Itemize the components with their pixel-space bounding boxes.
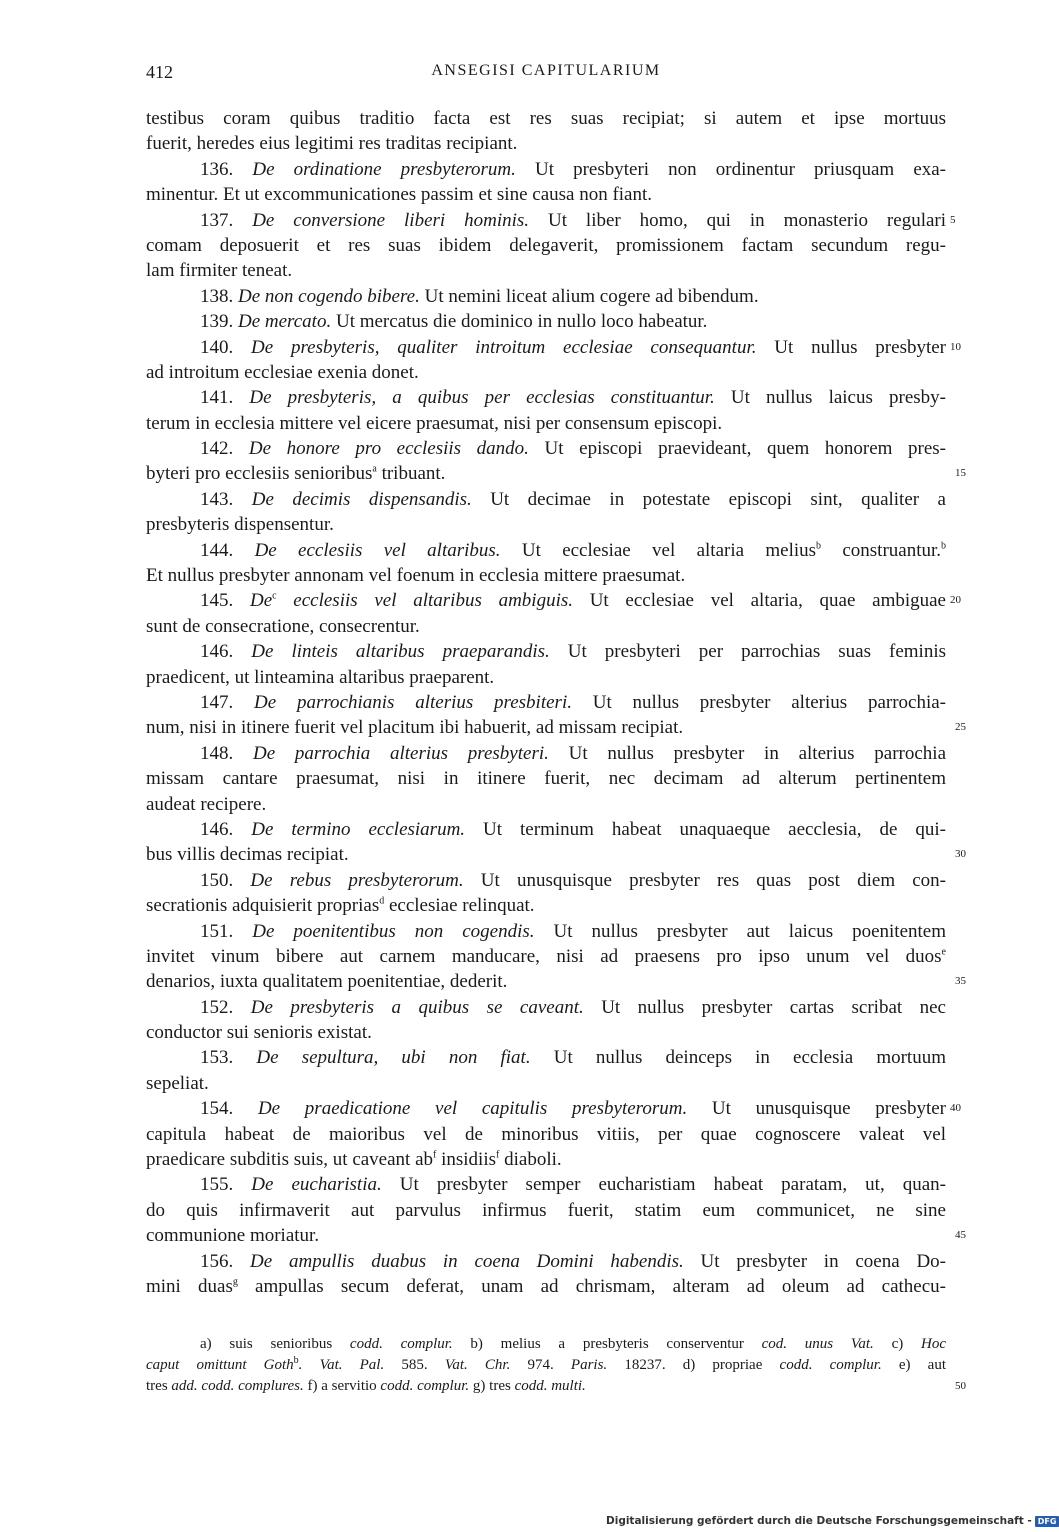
text-segment: 139. — [200, 311, 238, 333]
footnote-marker: g — [232, 1276, 238, 1288]
text-segment: 143. — [200, 488, 252, 510]
text-segment: mini duas — [146, 1275, 233, 1297]
text-segment: 156. — [200, 1250, 251, 1272]
text-segment: 142. — [200, 438, 249, 460]
text-line — [146, 335, 961, 360]
text-line — [146, 690, 946, 715]
line-number: 15 — [955, 467, 966, 480]
footnote-marker: b — [293, 1355, 299, 1366]
text-line — [146, 766, 946, 791]
text-segment: capitula habeat de maioribus vel de minoribus vitiis, per quae cognoscere valeat vel — [146, 1123, 946, 1145]
text-segment: Ut ecclesiae vel altaria melius — [500, 539, 817, 561]
text-line — [146, 1020, 946, 1045]
text-line — [146, 944, 946, 969]
footnote-marker: b — [941, 540, 947, 552]
text-segment: Ut unusquisque presbyter — [687, 1098, 946, 1120]
rubric-text: codd. complur. — [779, 1357, 882, 1373]
text-segment: 146. — [200, 641, 252, 663]
running-title: ANSEGISI CAPITULARIUM — [431, 62, 661, 79]
text-segment: praedicent, ut linteamina altaribus praeparent. — [146, 666, 495, 688]
text-line — [146, 512, 946, 537]
text-segment: Ut nullus presbyter — [756, 336, 947, 358]
text-line — [146, 1045, 946, 1070]
line-number: 45 — [955, 1229, 966, 1242]
rubric-text: . Vat. Pal. — [298, 1357, 385, 1373]
footnote-marker: b — [816, 540, 822, 552]
text-segment: 146. — [200, 818, 252, 840]
line-number: 10 — [950, 340, 961, 353]
text-line — [146, 1274, 946, 1299]
text-line — [146, 563, 946, 588]
text-segment: ad introitum ecclesiae exenia donet. — [146, 361, 419, 383]
text-line — [146, 1147, 946, 1172]
text-segment: b) melius a presbyteris conserventur — [452, 1336, 762, 1352]
rubric-text: De presbyteris a quibus se caveant. — [250, 996, 584, 1018]
main-text — [146, 106, 966, 1299]
text-line — [146, 995, 946, 1020]
text-segment: 144. — [200, 539, 255, 561]
text-segment: 154. — [200, 1098, 258, 1120]
text-segment: Ut nullus deinceps in ecclesia mortuum — [530, 1047, 946, 1069]
rubric-text: De non cogendo bibere. — [238, 285, 420, 307]
page-header — [146, 62, 946, 88]
text-line — [146, 1198, 946, 1223]
text-segment: g) tres — [469, 1378, 515, 1394]
text-segment: Ut terminum habeat unaquaeque aecclesia, de qui- — [465, 818, 947, 840]
text-segment: Ut presbyteri non ordinentur priusquam exa- — [515, 158, 947, 180]
text-line — [146, 639, 946, 664]
text-line — [146, 436, 946, 461]
page-number: 412 — [146, 62, 173, 82]
text-segment: communione moriatur. — [146, 1225, 320, 1247]
line-number: 25 — [955, 721, 966, 734]
footnote-marker: f — [433, 1149, 437, 1161]
text-segment: audeat recipere. — [146, 793, 267, 815]
rubric-text: De mercato. — [238, 311, 332, 333]
text-segment: 140. — [200, 336, 252, 358]
text-segment: Ut decimae in potestate episcopi sint, qualiter a — [471, 488, 946, 510]
text-line — [146, 842, 966, 867]
line-number: 30 — [955, 848, 966, 861]
line-number: 40 — [950, 1102, 961, 1115]
text-segment: Ut nullus laicus presby- — [714, 387, 946, 409]
footnote-line — [146, 1355, 946, 1376]
text-line — [146, 233, 946, 258]
text-line — [146, 461, 966, 486]
text-line — [146, 792, 946, 817]
rubric-text: caput omittunt Goth — [146, 1357, 294, 1373]
text-segment: c) — [873, 1336, 921, 1352]
rubric-text: De sepultura, ubi non fiat. — [256, 1047, 531, 1069]
text-line — [146, 360, 946, 385]
rubric-text: De parrochianis alterius presbiteri. — [254, 691, 572, 713]
text-segment: 145. — [200, 590, 250, 612]
text-segment: byteri pro ecclesiis senioribus — [146, 463, 373, 485]
text-line — [146, 665, 946, 690]
text-segment: Ut nullus presbyter alterius parrochia- — [571, 691, 947, 713]
digitization-credit — [606, 1515, 1059, 1527]
text-segment: 148. — [200, 742, 254, 764]
text-line — [146, 614, 946, 639]
text-segment: denarios, iuxta qualitatem poenitentiae, dederit. — [146, 971, 508, 993]
text-segment: 585. — [384, 1357, 445, 1373]
line-number: 35 — [955, 975, 966, 988]
text-segment: 153. — [200, 1047, 257, 1069]
text-line — [146, 1249, 946, 1274]
text-segment: minentur. Et ut excommunicationes passim et sine causa non fiant. — [146, 184, 653, 206]
text-line — [146, 208, 956, 233]
rubric-text: Vat. Chr. — [444, 1357, 511, 1373]
line-number: 5 — [950, 213, 956, 226]
rubric-text: De ordinatione presbyterorum. — [252, 158, 516, 180]
rubric-text: add. codd. complures. — [171, 1378, 304, 1394]
text-line — [146, 385, 946, 410]
rubric-text: De decimis dispensandis. — [251, 488, 472, 510]
footnote-line — [146, 1376, 966, 1397]
text-segment: 155. — [200, 1174, 252, 1196]
text-segment: fuerit, heredes eius legitimi res traditas recipiant. — [146, 133, 518, 155]
text-segment: num, nisi in itinere fuerit vel placitum ibi habuerit, ad missam recipiat. — [146, 717, 684, 739]
text-segment: bus villis decimas recipiat. — [146, 844, 349, 866]
text-line — [146, 309, 946, 334]
rubric-text: De eucharistia. — [251, 1174, 382, 1196]
text-line — [146, 715, 966, 740]
text-segment: presbyteris dispensentur. — [146, 514, 334, 536]
text-line — [146, 157, 946, 182]
rubric-text: De praedicatione vel capitulis presbyterorum. — [257, 1098, 688, 1120]
text-line — [146, 817, 946, 842]
text-segment: tres — [146, 1378, 172, 1394]
text-segment: e) aut — [881, 1357, 947, 1373]
text-segment: tribuant. — [376, 463, 446, 485]
text-line — [146, 258, 946, 283]
rubric-text: De conversione liberi hominis. — [252, 209, 530, 231]
rubric-text: codd. multi. — [514, 1378, 586, 1394]
text-segment: Ut mercatus die dominico in nullo loco habeatur. — [331, 311, 708, 333]
text-line — [146, 131, 946, 156]
text-segment: Et nullus presbyter annonam vel foenum in ecclesia mittere praesumat. — [146, 565, 686, 587]
text-segment: ecclesiae relinquat. — [384, 895, 535, 917]
credit-text: Digitalisierung gefördert durch die Deutsche Forschungsgemeinschaft - — [606, 1515, 1032, 1527]
rubric-text: ecclesiis vel altaribus ambiguis. — [276, 590, 573, 612]
text-line — [146, 538, 946, 563]
text-line — [146, 284, 946, 309]
rubric-text: Hoc — [920, 1336, 946, 1352]
text-segment: sepeliat. — [146, 1072, 209, 1094]
text-line — [146, 969, 966, 994]
rubric-text: De poenitentibus non cogendis. — [252, 920, 535, 942]
text-line — [146, 411, 946, 436]
rubric-text: De termino ecclesiarum. — [251, 818, 466, 840]
dfg-logo: DFG — [1035, 1516, 1059, 1527]
text-segment: 147. — [200, 691, 255, 713]
footnote-marker: d — [379, 895, 385, 907]
rubric-text: De honore pro ecclesiis dando. — [248, 438, 529, 460]
text-segment: Ut liber homo, qui in monasterio regulari — [529, 209, 947, 231]
text-line — [146, 919, 946, 944]
text-line — [146, 1172, 946, 1197]
text-line — [146, 1122, 946, 1147]
rubric-text: De presbyteris, a quibus per ecclesias constituantur. — [249, 387, 715, 409]
text-segment: testibus coram quibus traditio facta est res suas recipiat; si autem et ipse mortuus — [146, 108, 946, 129]
rubric-text: De — [249, 590, 273, 612]
text-segment: Ut presbyter semper eucharistiam habeat paratam, ut, quan- — [381, 1174, 946, 1196]
text-segment: Ut episcopi praevideant, quem honorem pres- — [528, 438, 947, 460]
text-line — [146, 893, 946, 918]
footnote-marker: e — [941, 946, 946, 958]
text-segment: Ut presbyter in coena Do- — [683, 1250, 947, 1272]
text-segment: Ut nullus presbyter cartas scribat nec — [583, 996, 946, 1018]
line-number: 50 — [955, 1380, 966, 1392]
text-line — [146, 588, 961, 613]
text-segment: f) a servitio — [303, 1378, 381, 1394]
text-segment: 152. — [200, 996, 251, 1018]
rubric-text: De ecclesiis vel altaribus. — [254, 539, 501, 561]
footnote-line — [146, 1334, 946, 1355]
text-segment: secrationis adquisierit proprias — [146, 895, 380, 917]
footnote-marker: f — [496, 1149, 500, 1161]
text-segment: 18237. d) propriae — [607, 1357, 780, 1373]
text-segment: Ut nullus presbyter in alterius parrochia — [548, 742, 947, 764]
rubric-text: De presbyteris, qualiter introitum ecclesiae consequantur. — [251, 336, 757, 358]
text-segment: 151. — [200, 920, 253, 942]
text-line — [146, 868, 946, 893]
text-segment: Ut nemini liceat alium cogere ad bibendum. — [419, 285, 759, 307]
footnote-marker: a — [372, 464, 377, 476]
text-line — [146, 1223, 966, 1248]
line-number: 20 — [950, 594, 961, 607]
text-segment: missam cantare praesumat, nisi in itinere fuerit, nec decimam ad alterum pertinentem — [146, 768, 946, 790]
text-line — [146, 1096, 961, 1121]
text-segment: terum in ecclesia mittere vel eicere praesumat, nisi per consensum episcopi. — [146, 412, 723, 434]
text-segment: conductor sui senioris existat. — [146, 1022, 372, 1044]
rubric-text: cod. unus Vat. — [761, 1336, 874, 1352]
text-segment: Ut nullus presbyter aut laicus poenitentem — [534, 920, 947, 942]
rubric-text: codd. complur. — [380, 1378, 470, 1394]
rubric-text: De rebus presbyterorum. — [250, 869, 464, 891]
text-segment: a) suis senioribus — [200, 1336, 350, 1352]
rubric-text: Paris. — [570, 1357, 608, 1373]
text-segment: 150. — [200, 869, 251, 891]
text-line — [146, 182, 946, 207]
footnotes — [146, 1334, 966, 1397]
text-segment: diaboli. — [499, 1149, 562, 1171]
text-segment: 974. — [510, 1357, 571, 1373]
text-segment: insidiis — [436, 1149, 497, 1171]
text-segment: construantur. — [821, 539, 942, 561]
rubric-text: De linteis altaribus praeparandis. — [251, 641, 550, 663]
text-segment: lam firmiter teneat. — [146, 260, 293, 282]
text-segment: Ut presbyteri per parrochias suas feminis — [549, 641, 946, 663]
text-segment: 136. — [200, 158, 253, 180]
text-line — [146, 106, 946, 131]
text-line — [146, 1071, 946, 1096]
text-line — [146, 741, 946, 766]
rubric-text: De parrochia alterius presbyteri. — [253, 742, 549, 764]
text-line — [146, 487, 946, 512]
text-segment: Ut ecclesiae vel altaria, quae ambiguae — [573, 590, 946, 612]
text-segment: 137. — [200, 209, 253, 231]
footnote-marker: c — [272, 591, 277, 603]
text-segment: ampullas secum deferat, unam ad chrismam, alteram ad oleum ad cathecu- — [237, 1275, 946, 1297]
text-segment: invitet vinum bibere aut carnem manducare, nisi ad praesens pro ipso unum vel duos — [146, 945, 942, 967]
text-segment: praedicare subditis suis, ut caveant ab — [146, 1149, 434, 1171]
text-segment: 138. — [200, 285, 238, 307]
text-segment: do quis infirmaverit aut parvulus infirmus fuerit, statim eum communicet, ne sine — [146, 1199, 946, 1221]
rubric-text: codd. complur. — [349, 1336, 453, 1352]
rubric-text: De ampullis duabus in coena Domini habendis. — [250, 1250, 684, 1272]
text-segment: sunt de consecratione, consecrentur. — [146, 615, 420, 637]
text-segment: Ut unusquisque presbyter res quas post diem con- — [463, 869, 947, 891]
text-segment: comam deposuerit et res suas ibidem delegaverit, promissionem factam secundum regu- — [146, 234, 946, 256]
text-segment: 141. — [200, 387, 250, 409]
